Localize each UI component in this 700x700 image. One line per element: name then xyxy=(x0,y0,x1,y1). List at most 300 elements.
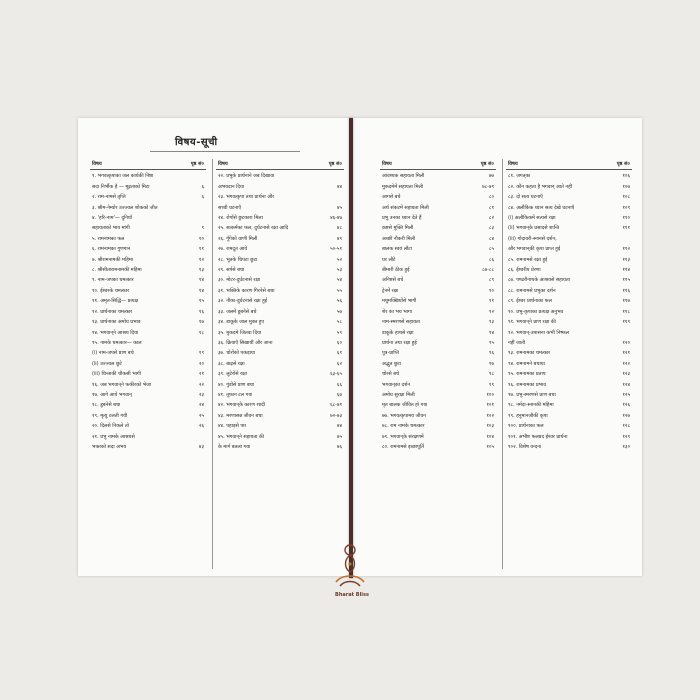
entry-page: ८१ xyxy=(488,204,494,211)
entry-page: ५६ xyxy=(336,298,342,305)
entry-title: (iii) गोदावरी-स्नानसे दर्शन, xyxy=(508,235,557,242)
entry-page: ८० xyxy=(488,194,494,201)
entry-page: ६० xyxy=(336,339,342,346)
entry-page: १२७ xyxy=(622,412,630,419)
toc-entry xyxy=(380,317,496,327)
entry-page: १२८ xyxy=(622,423,630,430)
toc-entry xyxy=(216,203,344,213)
entry-title: मृत बालक जीवित हो गया xyxy=(382,402,428,409)
toc-entry xyxy=(90,400,206,410)
toc-entry xyxy=(90,359,206,369)
entry-title: ३२. नौका-दुर्घटनासे रक्षा हुई xyxy=(218,298,268,305)
page-heading: पृष्ठ सं० xyxy=(328,161,342,167)
toc-entry xyxy=(216,296,344,306)
toc-entry xyxy=(506,390,632,400)
toc-entry xyxy=(506,213,632,223)
entry-page: १०१ xyxy=(486,402,494,409)
subject-heading: विषय xyxy=(218,161,228,167)
entry-title: ८७. पण्ढरीनाथके आश्रयसे सहायता xyxy=(508,277,570,284)
toc-entry xyxy=(380,182,496,192)
entry-page: ९९ xyxy=(488,381,494,388)
page-heading: पृष्ठ सं० xyxy=(480,161,494,167)
toc-entry xyxy=(380,234,496,244)
entry-title: (i) नाम-जपसे प्राण बचे xyxy=(92,350,134,357)
entry-title: १०१. अभीष्ट फलप्रद ईश्वर प्रार्थना xyxy=(508,433,568,440)
toc-entry xyxy=(380,296,496,306)
entry-page: १०२ xyxy=(486,412,494,419)
entry-title: ८९. ईश्वर प्रार्थनाका फल xyxy=(508,298,552,305)
toc-entry xyxy=(506,380,632,390)
entry-title: ६. रामनामका गुणगान xyxy=(92,246,131,253)
entry-title: ४२. भगवान्‌के कारण शादी xyxy=(218,402,265,409)
entry-page: ५७ xyxy=(336,308,342,315)
toc-entry xyxy=(90,265,206,275)
entry-page: १४ xyxy=(198,277,204,284)
entry-page: ५०-५१ xyxy=(330,246,342,253)
entry-page: ११८ xyxy=(622,308,630,315)
entry-page: ४६-४७ xyxy=(330,215,342,222)
toc-entry xyxy=(90,213,206,223)
entry-page: १५ xyxy=(198,298,204,305)
entry-title: ८०. रामनामसे इच्छापूर्ति xyxy=(382,443,424,450)
entry-title: २३. भगवत्कृपा तथा प्रार्थना और xyxy=(218,194,275,201)
entry-page: ६१ xyxy=(336,350,342,357)
entry-title: २५. सत्कर्मका फल, दुर्घटनासे रक्षा आदि xyxy=(218,225,289,232)
entry-page: १२५ xyxy=(622,391,630,398)
toc-entry xyxy=(380,286,496,296)
entry-title: के मार्ग बतला गया xyxy=(218,443,251,450)
entry-title: ९४. रामनामने बचाया xyxy=(508,360,545,367)
toc-entry xyxy=(216,317,344,327)
entry-page: ९६ xyxy=(488,350,494,357)
toc-entry xyxy=(506,338,632,348)
entry-page: २५ xyxy=(198,412,204,419)
toc-entry xyxy=(216,442,344,452)
entry-title: २७. रामदूत आये xyxy=(218,246,248,253)
entry-page: ९१ xyxy=(488,298,494,305)
column-header xyxy=(506,159,632,170)
toc-entry xyxy=(506,192,632,202)
entry-title: २८. भूतके चिपटा छूटा xyxy=(218,256,258,263)
entry-page: ११२ xyxy=(622,246,630,253)
entry-title: ७. श्रीरामनामकी महिमा xyxy=(92,256,134,263)
entry-title: १६. जब भगवान्‌ने फकीरको भेजा xyxy=(92,381,152,388)
entry-page: ११५ xyxy=(622,277,630,284)
toc-column-4 xyxy=(506,159,632,452)
entry-title: ११. अमृत-सिद्धि— प्रत्यक्ष xyxy=(92,298,139,305)
entry-page: ११७ xyxy=(622,298,630,305)
toc-entry xyxy=(90,234,206,244)
toc-entry xyxy=(216,213,344,223)
toc-entry xyxy=(506,223,632,233)
entry-page: १९ xyxy=(198,350,204,357)
entry-title: (iii) चिन्ताकी चौकसी भागी xyxy=(92,371,141,378)
toc-entry xyxy=(90,182,206,192)
entry-title: और भगवान्‌की कृपा प्राप्त हुई xyxy=(508,246,561,253)
entry-page: ९८ xyxy=(488,371,494,378)
entry-page: ६ xyxy=(201,194,204,201)
book-spine xyxy=(349,118,353,578)
toc-entry xyxy=(216,307,344,317)
toc-entry xyxy=(216,244,344,254)
toc-entry xyxy=(380,213,496,223)
entry-title: ३७. चोरोंको पकड़ाया xyxy=(218,350,255,357)
toc-entry xyxy=(90,296,206,306)
entry-title: ८१. जगत्‌का xyxy=(508,173,531,180)
entry-page: १०५ xyxy=(486,443,494,450)
toc-entry xyxy=(90,286,206,296)
toc-entry xyxy=(380,369,496,379)
toc-entry xyxy=(506,328,632,338)
entry-title: २१. प्रभु नामके आश्रयसे xyxy=(92,433,135,440)
toc-entry xyxy=(90,380,206,390)
entry-title: १३. प्रार्थनाका अमोघ प्रभाव xyxy=(92,319,141,326)
entry-title: प्रभु उनका ध्यान देते हैं xyxy=(382,215,422,222)
toc-entry xyxy=(380,400,496,410)
toc-entry xyxy=(506,369,632,379)
entry-title: (ii) भगवान्‌के प्रसादसे शान्ति xyxy=(508,225,560,232)
entry-title: भगवान्‌का दर्शन xyxy=(382,381,411,388)
toc-entry xyxy=(506,234,632,244)
entry-title: ३१. भक्तिके कारण गिरनेसे बचा xyxy=(218,287,275,294)
entry-page: २१ xyxy=(198,371,204,378)
entry-title: ३५. मुकदमे जितवा दिया xyxy=(218,329,262,336)
toc-entry xyxy=(216,400,344,410)
entry-title: नाम-स्मरणसे सहायता xyxy=(382,319,420,326)
entry-page: ५४ xyxy=(336,277,342,284)
entry-page: ४४ xyxy=(336,183,342,190)
brand-name: Bharat Bliss xyxy=(335,592,369,598)
subject-heading: विषय xyxy=(382,161,392,167)
entry-page: ६६ xyxy=(336,381,342,388)
entry-page: १२४ xyxy=(622,381,630,388)
entry-title: मुकदमेमें सहायता मिली xyxy=(382,183,424,190)
entry-page: १२६ xyxy=(622,402,630,409)
entry-title: ३६. क्रियाएँ सिखायीं और जाना xyxy=(218,339,273,346)
entry-page: १०४ xyxy=(486,433,494,440)
toc-entry xyxy=(216,223,344,233)
toc-entry xyxy=(216,286,344,296)
page-heading: पृष्ठ सं० xyxy=(190,161,204,167)
entry-page: १२३ xyxy=(622,371,630,378)
toc-entry xyxy=(216,421,344,431)
entry-title: ३४. डाकूके जाल मुक्त हुए xyxy=(218,319,265,326)
entry-page: १२२ xyxy=(622,360,630,367)
toc-entry xyxy=(506,286,632,296)
entry-title: आवश्यक सहायता मिली xyxy=(382,173,425,180)
entry-title: नहीं जाती xyxy=(508,339,526,346)
entry-page: १२ xyxy=(198,256,204,263)
toc-entry xyxy=(380,307,496,317)
toc-entry xyxy=(380,390,496,400)
toc-entry xyxy=(506,400,632,410)
entry-page: १४ xyxy=(198,287,204,294)
entry-title: ४३. मरणासन्न जीवन बचा xyxy=(218,412,263,419)
entry-page: ७८-७९ xyxy=(482,183,494,190)
toc-entry xyxy=(216,380,344,390)
toc-entry xyxy=(90,328,206,338)
entry-title: ४४. पहाड़से पार xyxy=(218,423,247,430)
entry-title: ८. श्रीसीतारामनामकी महिमा xyxy=(92,267,142,274)
toc-entry xyxy=(380,275,496,285)
toc-entry xyxy=(380,421,496,431)
entry-page: ७६ xyxy=(336,443,342,450)
entry-page: ५८ xyxy=(336,319,342,326)
entry-page: ९ xyxy=(201,225,204,232)
toc-entry xyxy=(506,182,632,192)
toc-entry xyxy=(90,317,206,327)
toc-entry xyxy=(216,265,344,275)
entry-page: ६७ xyxy=(336,391,342,398)
entry-title: पुत्र-प्राप्ति xyxy=(382,350,399,357)
entry-page: ११० xyxy=(622,215,630,222)
entry-page: ७२-७३ xyxy=(330,412,342,419)
toc-entry xyxy=(90,275,206,285)
toc-entry xyxy=(506,442,632,452)
toc-entry xyxy=(216,328,344,338)
entry-page: ४३ xyxy=(198,443,204,450)
entry-page: ४५ xyxy=(336,204,342,211)
entry-title: अनिष्टसे बचे xyxy=(382,277,404,284)
entry-title: कष्टसे मुक्ति मिली xyxy=(382,225,414,232)
entry-page: १२१ xyxy=(622,350,630,357)
toc-entry xyxy=(90,255,206,265)
toc-entry xyxy=(90,421,206,431)
entry-title: सहायताको भाव मांगी xyxy=(92,225,130,232)
entry-title: ९२. भगवान्-उपासना कभी निष्फल xyxy=(508,329,570,336)
entry-page: ९७ xyxy=(488,360,494,367)
toc-entry xyxy=(506,317,632,327)
subject-heading: विषय xyxy=(508,161,518,167)
toc-entry xyxy=(380,432,496,442)
toc-entry xyxy=(380,442,496,452)
entry-title: ९०. प्रभु-कृपाका प्रत्यक्ष अनुभव xyxy=(508,308,564,315)
entry-title: ९८. नर्मदा-स्नानकी महिमा xyxy=(508,402,554,409)
entry-page: २६ xyxy=(198,423,204,430)
entry-page: ५३ xyxy=(336,267,342,274)
toc-entry xyxy=(216,182,344,192)
entry-title: आगसे बचे xyxy=(382,194,401,201)
entry-title: २९. सर्पसे बचा xyxy=(218,267,245,274)
entry-title: २६. गूँगेको वाणी मिली xyxy=(218,235,258,242)
toc-entry xyxy=(506,421,632,431)
entry-page: ८३ xyxy=(488,225,494,232)
entry-title: भक्तको सदा अभय xyxy=(92,443,127,450)
toc-entry xyxy=(506,244,632,254)
entry-page: ८५ xyxy=(488,246,494,253)
entry-page: ७५ xyxy=(336,433,342,440)
entry-title: अभयदान दिया xyxy=(218,183,245,190)
column-header xyxy=(380,159,496,170)
toc-entry xyxy=(506,411,632,421)
toc-entry xyxy=(380,265,496,275)
entry-title: शेर का भय भागा xyxy=(382,308,413,315)
toc-entry xyxy=(380,255,496,265)
toc-entry xyxy=(216,348,344,358)
entry-title: ७७. भगवत्कृपामय जीवन xyxy=(382,412,426,419)
toc-entry xyxy=(506,296,632,306)
toc-column-2 xyxy=(216,159,344,452)
entry-page: १३० xyxy=(622,443,630,450)
entry-title: ८३. दो सत्य घटनाएँ xyxy=(508,194,543,201)
toc-entry xyxy=(216,234,344,244)
entry-page: १०९ xyxy=(622,204,630,211)
column-header xyxy=(90,159,206,170)
toc-entry xyxy=(90,171,206,181)
entry-page: ७४ xyxy=(336,423,342,430)
toc-entry xyxy=(90,442,206,452)
entry-page: ९२ xyxy=(488,308,494,315)
entry-title: १५. नामके चमत्कार— काल xyxy=(92,339,142,346)
toc-entry xyxy=(506,307,632,317)
toc-entry xyxy=(380,348,496,358)
entry-page: ५५ xyxy=(336,287,342,294)
entry-page: ८४ xyxy=(488,235,494,242)
entry-page: १०० xyxy=(486,391,494,398)
entry-page: ६३-६५ xyxy=(330,371,342,378)
toc-entry xyxy=(380,328,496,338)
toc-entry xyxy=(380,244,496,254)
entry-page: ९४ xyxy=(488,329,494,336)
entry-title: अच्छी नौकरी मिली xyxy=(382,235,416,242)
entry-title: ४०. गुंडोंसे प्राण बचा xyxy=(218,381,254,388)
toc-entry xyxy=(216,411,344,421)
title-underline xyxy=(150,151,300,152)
entry-page: ८६ xyxy=(488,256,494,263)
toc-entry xyxy=(380,338,496,348)
toc-entry xyxy=(216,192,344,202)
toc-entry xyxy=(90,307,206,317)
toc-entry xyxy=(90,192,206,202)
entry-page: ११ xyxy=(198,246,204,253)
toc-entry xyxy=(216,275,344,285)
toc-entry xyxy=(380,380,496,390)
entry-title: ७९. भगवान्‌के संरक्षणमें xyxy=(382,433,424,440)
entry-title: ३०. मोटर-दुर्घटनासे रक्षा xyxy=(218,277,261,284)
entry-page: ६८-७१ xyxy=(330,402,342,409)
entry-page: ११४ xyxy=(622,267,630,274)
entry-title: (ii) उज्ज्वल छूटे xyxy=(92,360,122,367)
entry-page: १७ xyxy=(198,319,204,326)
entry-page: २४ xyxy=(198,402,204,409)
entry-title: (i) अलौकिकमें सत्यसे रक्षा xyxy=(508,215,556,222)
toc-entry xyxy=(216,432,344,442)
entry-title: सच्ची घटनाएँ xyxy=(218,204,242,211)
entry-title: ४. 'हरि-नाम'— दुनियाँ xyxy=(92,215,133,222)
toc-column-3 xyxy=(380,159,496,452)
entry-title: २२. प्रभुके प्रार्थनाने जब दिखावा xyxy=(218,173,275,180)
entry-page: ८२ xyxy=(488,215,494,222)
entry-title: ९९. हनुमानजीकी कृपा xyxy=(508,412,548,419)
entry-title: ९. नाम-जपका चमत्कार xyxy=(92,277,134,284)
entry-page: ११६ xyxy=(622,287,630,294)
entry-title: ८४. अलौकिक ध्यान सत्य देखे घटनाएँ xyxy=(508,204,575,211)
entry-page: ८९ xyxy=(488,277,494,284)
toc-entry xyxy=(216,171,344,181)
toc-entry xyxy=(380,171,496,181)
entry-page: ७७ xyxy=(488,173,494,180)
entry-title: २४. रोगोंसे छुटकारा मिला xyxy=(218,215,263,222)
entry-title: १८. डूबनेसे बचा xyxy=(92,402,121,409)
toc-entry xyxy=(216,369,344,379)
bharat-bliss-logo-icon xyxy=(330,542,370,590)
toc-entry xyxy=(380,192,496,202)
entry-title: ८६. ईश्वरीय प्रेरणा xyxy=(508,267,541,274)
entry-page: ६ xyxy=(201,183,204,190)
entry-page: १० xyxy=(198,235,204,242)
entry-page: २० xyxy=(198,360,204,367)
toc-entry xyxy=(380,411,496,421)
entry-title: २०. दिलसे निकले तो xyxy=(92,423,129,430)
entry-page: ४८ xyxy=(336,225,342,232)
entry-title: ७८. राम नामके चमत्कार xyxy=(382,423,425,430)
toc-entry xyxy=(90,411,206,421)
entry-title: ८५. रामनामसे रक्षा हुई xyxy=(508,256,548,263)
entry-title: १४. भगवान्‌ने आश्रय दिया xyxy=(92,329,139,336)
entry-title: घर लौटे xyxy=(382,256,396,263)
toc-entry xyxy=(380,203,496,213)
entry-page: ५२ xyxy=(336,256,342,263)
entry-title: बीमारी ठीक हुई xyxy=(382,267,410,274)
entry-title: १. भगवत्कृपाका जल कार्यकी निष्ठा xyxy=(92,173,154,180)
entry-title: ८८. रामनामसे प्रभुका दर्शन xyxy=(508,287,556,294)
toc-entry xyxy=(506,275,632,285)
toc-entry xyxy=(506,359,632,369)
entry-title: ३८. बाढ़से रक्षा xyxy=(218,360,245,367)
entry-page: ९५ xyxy=(488,339,494,346)
entry-title: ५. रामनामका फल xyxy=(92,235,125,242)
page-title: विषय-सूची xyxy=(175,137,218,148)
entry-title: ९६. रामनामका प्रभाव xyxy=(508,381,547,388)
entry-title: ३३. जलमें डूबनेसे बचे xyxy=(218,308,257,315)
entry-page: १२० xyxy=(622,339,630,346)
entry-page: ११३ xyxy=(622,256,630,263)
entry-title: अमोघ सुरक्षा मिली xyxy=(382,391,415,398)
subject-heading: विषय xyxy=(92,161,102,167)
entry-page: ५९ xyxy=(336,329,342,336)
toc-entry xyxy=(506,348,632,358)
toc-column-1 xyxy=(90,159,206,452)
entry-title: १२. प्रार्थनाका चमत्कार xyxy=(92,308,133,315)
entry-title: ९१. भगवान्‌ने प्राण रक्षा की xyxy=(508,319,556,326)
entry-title: ४१. तूफान टल गया xyxy=(218,391,253,398)
entry-page: १०७ xyxy=(622,183,630,190)
entry-title: २. राम-नामसे तृप्ति xyxy=(92,194,126,201)
entry-title: अर्थ संकटमें सहायता मिली xyxy=(382,204,429,211)
entry-page: ११९ xyxy=(622,319,630,326)
entry-page: ९३ xyxy=(488,319,494,326)
entry-title: प्रार्थना तथा रक्षा हुई xyxy=(382,339,417,346)
entry-page: ९० xyxy=(488,287,494,294)
toc-entry xyxy=(506,171,632,181)
toc-entry xyxy=(506,203,632,213)
entry-page: १८ xyxy=(198,329,204,336)
toc-entry xyxy=(506,432,632,442)
toc-entry xyxy=(90,223,206,233)
entry-page: ४९ xyxy=(336,235,342,242)
toc-entry xyxy=(90,244,206,254)
entry-title: मधुमक्खियोंसे भागी xyxy=(382,298,417,305)
entry-title: १०. ईश्वरके चमत्कार xyxy=(92,287,130,294)
entry-title: ३. श्रीम-नेम्योर उज्ज्वल शोकको जीत xyxy=(92,204,158,211)
entry-title: ९७. प्रभु-स्मरणसे प्राण बचा xyxy=(508,391,556,398)
toc-entry xyxy=(90,432,206,442)
entry-title: ८२. कौन कहता है भगवान् आते नहीं xyxy=(508,183,572,190)
toc-entry xyxy=(216,359,344,369)
entry-title: १००. प्रार्थनाका फल xyxy=(508,423,544,430)
entry-page: १११ xyxy=(622,225,630,232)
entry-page: ८७-८८ xyxy=(482,267,494,274)
